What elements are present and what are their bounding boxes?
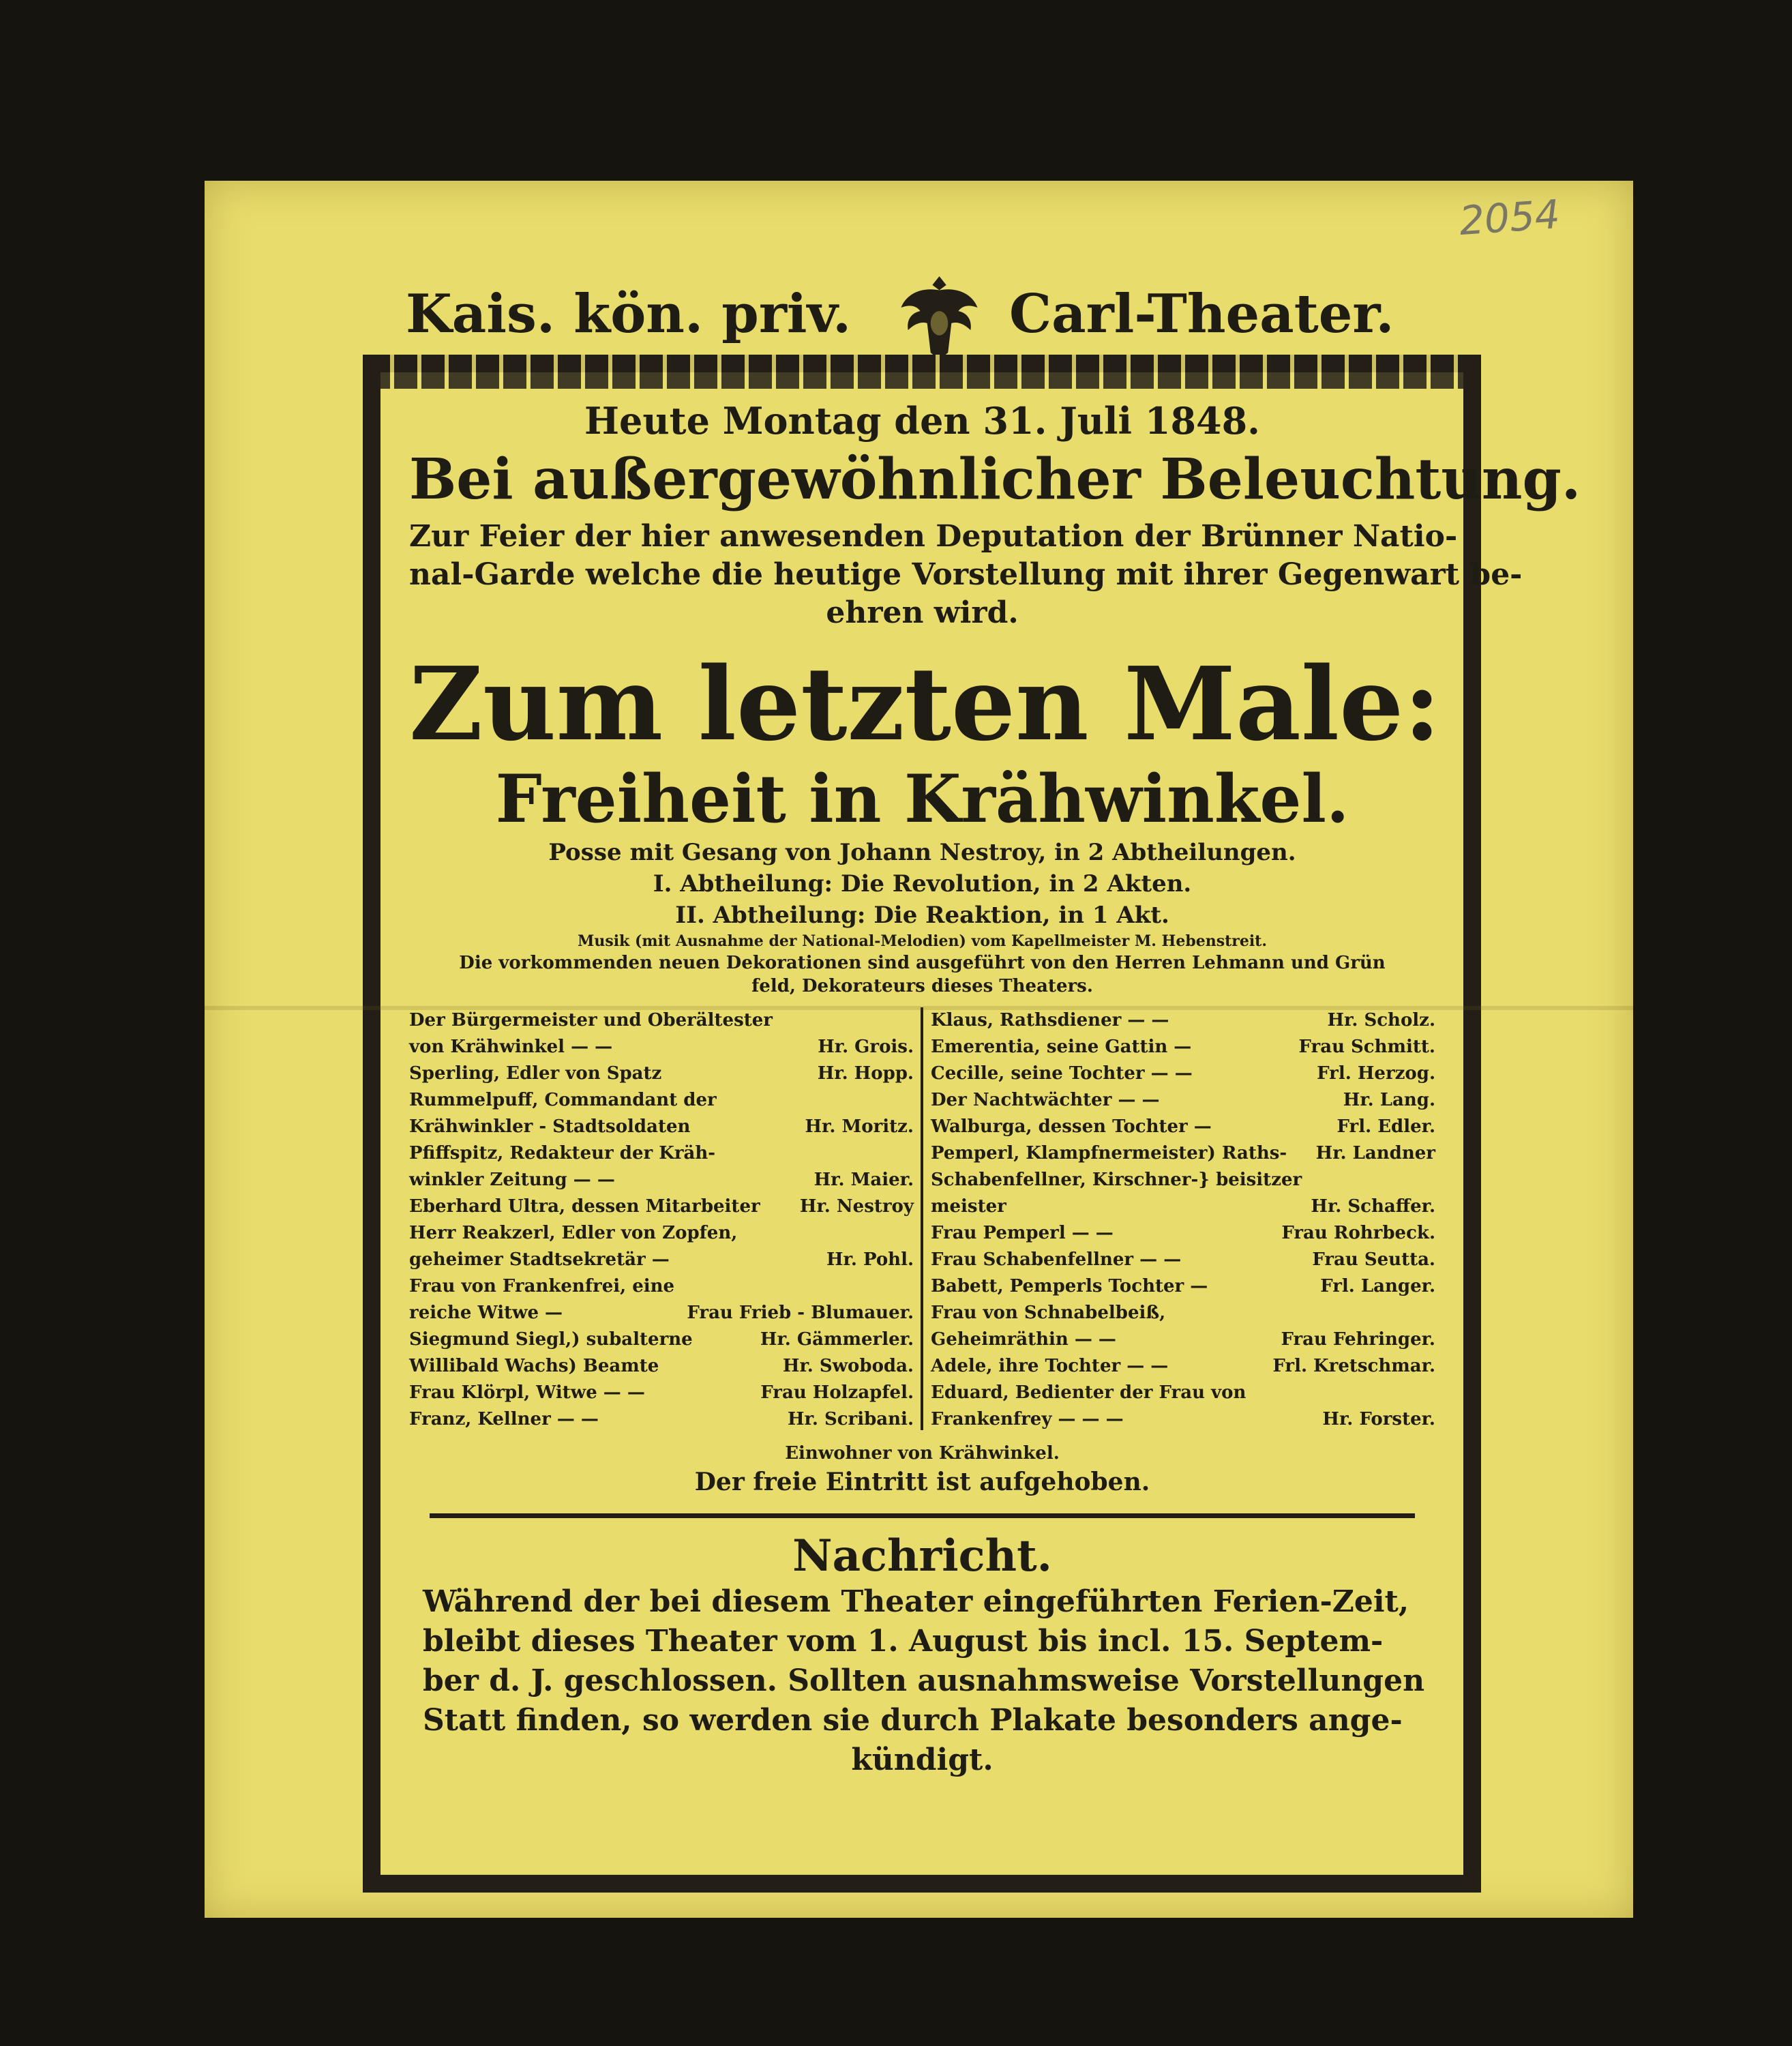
cast-actor: Hr. Landner: [1315, 1143, 1435, 1163]
cast-row: [409, 1300, 914, 1326]
cast-row: [409, 1194, 914, 1220]
cast-actor: Hr. Forster.: [1322, 1409, 1435, 1429]
cast-row: [931, 1194, 1435, 1220]
header-right: Carl-Theater.: [1009, 283, 1394, 345]
cast-role: Frau von Schnabelbeiß,: [931, 1303, 1166, 1323]
cast-role: Franz, Kellner — —: [409, 1409, 599, 1429]
cast-role: Pfiffspitz, Redakteur der Kräh-: [409, 1143, 716, 1163]
notice-heading: Nachricht.: [792, 1530, 1052, 1582]
cast-role: Krähwinkler - Stadtsoldaten: [409, 1116, 691, 1137]
divider-rule: [430, 1513, 1415, 1518]
cast-role: Schabenfellner, Kirschner-} beisitzer: [931, 1170, 1302, 1190]
double-eagle-icon: [893, 269, 985, 365]
notice-last-line: kündigt.: [851, 1743, 994, 1777]
cast-role: Frau von Frankenfrei, eine: [409, 1276, 675, 1296]
cast-row: [409, 1220, 914, 1247]
last-time-heading: Zum letzten Male:: [409, 644, 1441, 763]
playbill-paper: [205, 181, 1633, 1918]
cast-actor: Hr. Schaffer.: [1311, 1196, 1435, 1217]
cast-row: [931, 1273, 1435, 1300]
cast-actor: Frau Rohrbeck.: [1281, 1223, 1435, 1243]
cast-column-left: [409, 1007, 914, 1433]
cast-role: Herr Reakzerl, Edler von Zopfen,: [409, 1223, 738, 1243]
cast-actor: Hr. Grois.: [818, 1037, 914, 1057]
cast-row: [409, 1353, 914, 1380]
notice-line: Während der bei diesem Theater eingeführten Ferien-Zeit,: [423, 1584, 1409, 1619]
cast-actor: Hr. Lang.: [1343, 1090, 1435, 1110]
notice-line: Statt finden, so werden sie durch Plakate besonders ange-: [423, 1703, 1403, 1738]
lighting-line: Bei außergewöhnlicher Beleuchtung.: [409, 447, 1581, 512]
cast-role: Klaus, Rathsdiener — —: [931, 1010, 1169, 1031]
occasion-line: ehren wird.: [826, 595, 1019, 630]
cast-role: geheimer Stadtsekretär —: [409, 1249, 670, 1270]
cast-row: [931, 1034, 1435, 1061]
cast-role: Emerentia, seine Gattin —: [931, 1037, 1192, 1057]
playbill-content: [409, 399, 1581, 1780]
cast-actor: Hr. Scribani.: [787, 1409, 914, 1429]
cast-row: [409, 1326, 914, 1353]
part-two: II. Abtheilung: Die Reaktion, in 1 Akt.: [675, 902, 1169, 929]
cast-row: [409, 1061, 914, 1087]
header-left: Kais. kön. priv.: [406, 283, 852, 345]
cast-row: [931, 1087, 1435, 1114]
cast-row: [931, 1380, 1435, 1406]
cast-role: meister: [931, 1196, 1006, 1217]
cast-role: Eduard, Bedienter der Frau von: [931, 1382, 1246, 1403]
cast-row: [931, 1140, 1435, 1167]
cast-role: Rummelpuff, Commandant der: [409, 1090, 717, 1110]
archive-number: 2054: [1457, 190, 1562, 245]
cast-actor: Hr. Swoboda.: [782, 1356, 914, 1376]
cast-actor: Frau Fehringer.: [1281, 1329, 1435, 1350]
cast-actor: Frl. Langer.: [1320, 1276, 1435, 1296]
cast-role: Adele, ihre Tochter — —: [931, 1356, 1169, 1376]
cast-role: Babett, Pemperls Tochter —: [931, 1276, 1208, 1296]
cast-role: Cecille, seine Tochter — —: [931, 1063, 1193, 1084]
free-entry-notice: Der freie Eintritt ist aufgehoben.: [694, 1468, 1150, 1496]
cast-role: Der Nachtwächter — —: [931, 1090, 1160, 1110]
decoration-credit: Die vorkommenden neuen Dekorationen sind ausgeführt von den Herren Lehmann und Grün: [459, 953, 1386, 973]
cast-row: [931, 1114, 1435, 1140]
cast-actor: Frau Holzapfel.: [760, 1382, 914, 1403]
cast-role: Geheimräthin — —: [931, 1329, 1116, 1350]
cast-row: [931, 1326, 1435, 1353]
cast-actor: Frl. Herzog.: [1317, 1063, 1435, 1084]
cast-role: Der Bürgermeister und Oberältester: [409, 1010, 773, 1031]
cast-role: Siegmund Siegl,) subalterne: [409, 1329, 693, 1350]
cast-role: winkler Zeitung — —: [409, 1170, 615, 1190]
cast-row: [931, 1220, 1435, 1247]
cast-actor: Hr. Pohl.: [826, 1249, 914, 1270]
cast-row: [409, 1406, 914, 1433]
subtitle: Posse mit Gesang von Johann Nestroy, in 2 Abtheilungen.: [548, 839, 1296, 866]
cast-role: Walburga, dessen Tochter —: [931, 1116, 1212, 1137]
cast-row: [409, 1114, 914, 1140]
cast-actor: Hr. Nestroy: [799, 1196, 914, 1217]
cast-role: reiche Witwe —: [409, 1303, 563, 1323]
play-title: Freiheit in Krähwinkel.: [495, 760, 1349, 837]
cast-actor: Hr. Scholz.: [1327, 1010, 1435, 1031]
cast-row: [931, 1167, 1435, 1194]
cast-actor: Hr. Moritz.: [805, 1116, 914, 1137]
cast-role: Sperling, Edler von Spatz: [409, 1063, 662, 1084]
cast-actor: Frau Schmitt.: [1298, 1037, 1435, 1057]
cast-row: [931, 1247, 1435, 1273]
cast-actor: Frau Frieb - Blumauer.: [687, 1303, 914, 1323]
cast-row: [409, 1273, 914, 1300]
cast-actor: Frl. Kretschmar.: [1272, 1356, 1435, 1376]
occasion-line: nal-Garde welche die heutige Vorstellung mit ihrer Gegenwart be-: [409, 557, 1523, 592]
date-line: Heute Montag den 31. Juli 1848.: [584, 399, 1260, 443]
cast-row: [409, 1247, 914, 1273]
decoration-credit: feld, Dekorateurs dieses Theaters.: [751, 976, 1093, 996]
notice-body: [409, 1582, 1435, 1740]
cast-row: [409, 1034, 914, 1061]
cast-role: von Krähwinkel — —: [409, 1037, 613, 1057]
cast-row: [409, 1380, 914, 1406]
occasion-text: [409, 518, 1523, 632]
cast-actor: Hr. Hopp.: [817, 1063, 914, 1084]
notice-line: ber d. J. geschlossen. Sollten ausnahmsweise Vorstellungen: [423, 1663, 1425, 1698]
cast-row: [931, 1300, 1435, 1326]
cast-row: [409, 1087, 914, 1114]
cast-row: [409, 1167, 914, 1194]
cast-row: [931, 1406, 1435, 1433]
part-one: I. Abtheilung: Die Revolution, in 2 Akten.: [653, 870, 1192, 898]
frame-ornament-top: [380, 355, 1465, 389]
cast-role: Frankenfrey — — —: [931, 1409, 1124, 1429]
cast-actor: Hr. Gämmerler.: [760, 1329, 914, 1350]
cast-actor: Hr. Maier.: [813, 1170, 914, 1190]
cast-row: [931, 1007, 1435, 1034]
cast-actor: Frau Seutta.: [1312, 1249, 1435, 1270]
cast-row: [931, 1061, 1435, 1087]
cast-role: Frau Klörpl, Witwe — —: [409, 1382, 645, 1403]
cast-divider: [921, 1007, 923, 1430]
cast-row: [409, 1007, 914, 1034]
cast-row: [409, 1140, 914, 1167]
cast-role: Willibald Wachs) Beamte: [409, 1356, 659, 1376]
cast-list: [409, 1007, 1435, 1451]
cast-role: Frau Pemperl — —: [931, 1223, 1114, 1243]
music-credit: Musik (mit Ausnahme der National-Melodien) vom Kapellmeister M. Hebenstreit.: [577, 932, 1268, 950]
occasion-line: Zur Feier der hier anwesenden Deputation der Brünner Natio-: [409, 519, 1458, 554]
cast-column-right: [931, 1007, 1435, 1433]
cast-role: Frau Schabenfellner — —: [931, 1249, 1182, 1270]
cast-actor: Frl. Edler.: [1336, 1116, 1435, 1137]
cast-role: Eberhard Ultra, dessen Mitarbeiter: [409, 1196, 760, 1217]
cast-role: Pemperl, Klampfnermeister) Raths-: [931, 1143, 1287, 1163]
notice-line: bleibt dieses Theater vom 1. August bis incl. 15. Septem-: [423, 1624, 1384, 1659]
cast-row: [931, 1353, 1435, 1380]
inhabitants-line: Einwohner von Krähwinkel.: [785, 1443, 1060, 1464]
